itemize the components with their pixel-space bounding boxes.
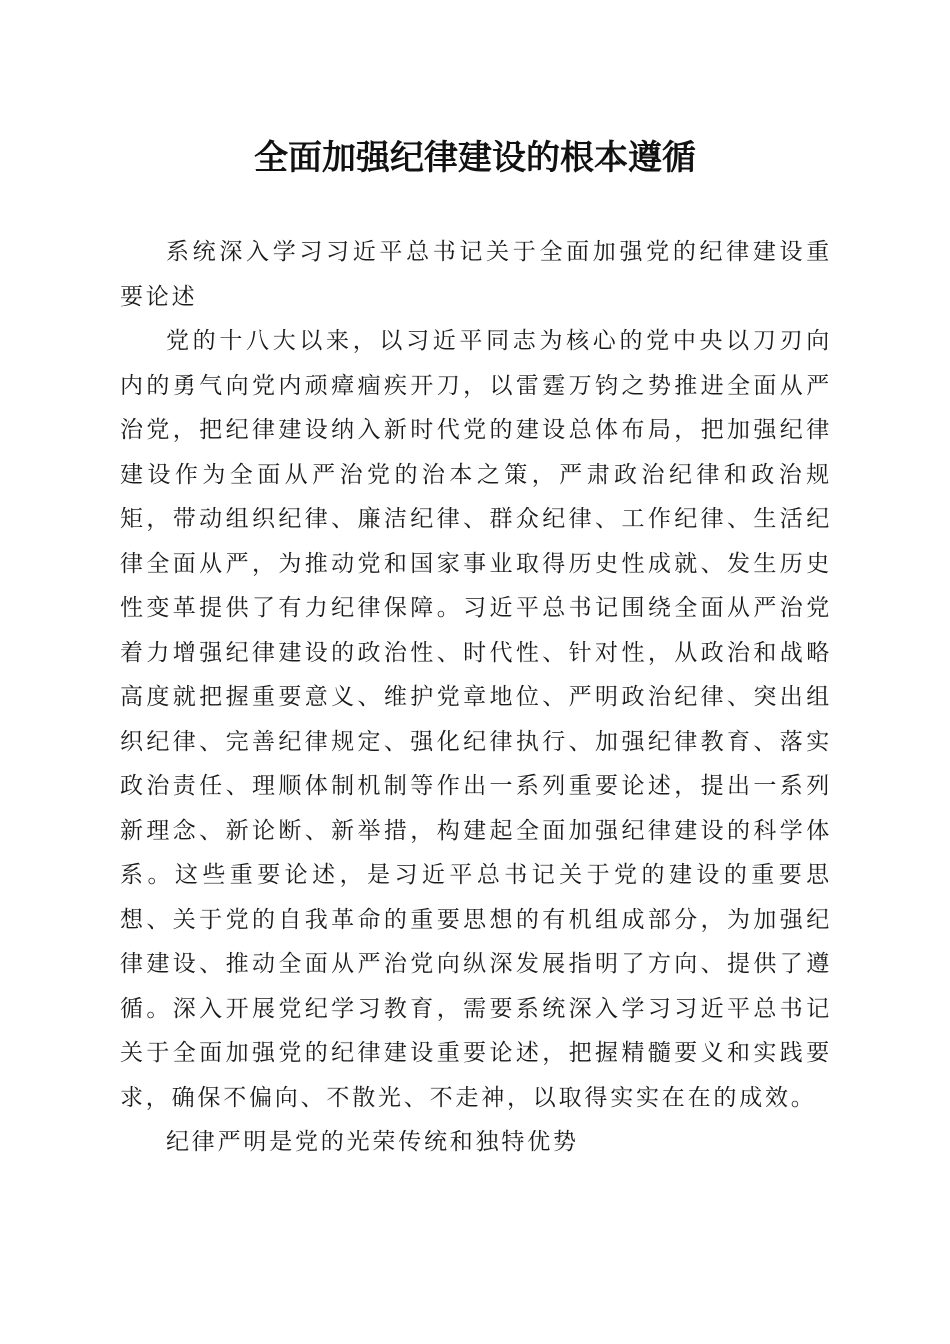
document-body	[120, 230, 832, 1165]
section-heading-paragraph: 纪律严明是党的光荣传统和独特优势	[166, 1129, 579, 1155]
subtitle-paragraph: 系统深入学习习近平总书记关于全面加强党的纪律建设重要论述	[120, 239, 832, 310]
body-paragraph: 党的十八大以来，以习近平同志为核心的党中央以刀刃向内的勇气向党内顽瘴痼疾开刀，以雷霆万钧之势推进全面从严治党，把纪律建设纳入新时代党的建设总体布局，把加强纪律建设作为全面从严治党的治本之策，严肃政治纪律和政治规矩，带动组织纪律、廉洁纪律、群众纪律、工作纪律、生活纪律全面从严，为推动党和国家事业取得历史性成就、发生历史性变革提供了有力纪律保障。习近平总书记围绕全面从严治党着力增强纪律建设的政治性、时代性、针对性，从政治和战略高度就把握重要意义、维护党章地位、严明政治纪律、突出组织纪律、完善纪律规定、强化纪律执行、加强纪律教育、落实政治责任、理顺体制机制等作出一系列重要论述，提出一系列新理念、新论断、新举措，构建起全面加强纪律建设的科学体系。这些重要论述，是习近平总书记关于党的建设的重要思想、关于党的自我革命的重要思想的有机组成部分，为加强纪律建设、推动全面从严治党向纵深发展指明了方向、提供了遵循。深入开展党纪学习教育，需要系统深入学习习近平总书记关于全面加强党的纪律建设重要论述，把握精髓要义和实践要求，确保不偏向、不散光、不走神，以取得实实在在的成效。	[120, 328, 832, 1111]
document-title: 全面加强纪律建设的根本遵循	[254, 138, 696, 178]
